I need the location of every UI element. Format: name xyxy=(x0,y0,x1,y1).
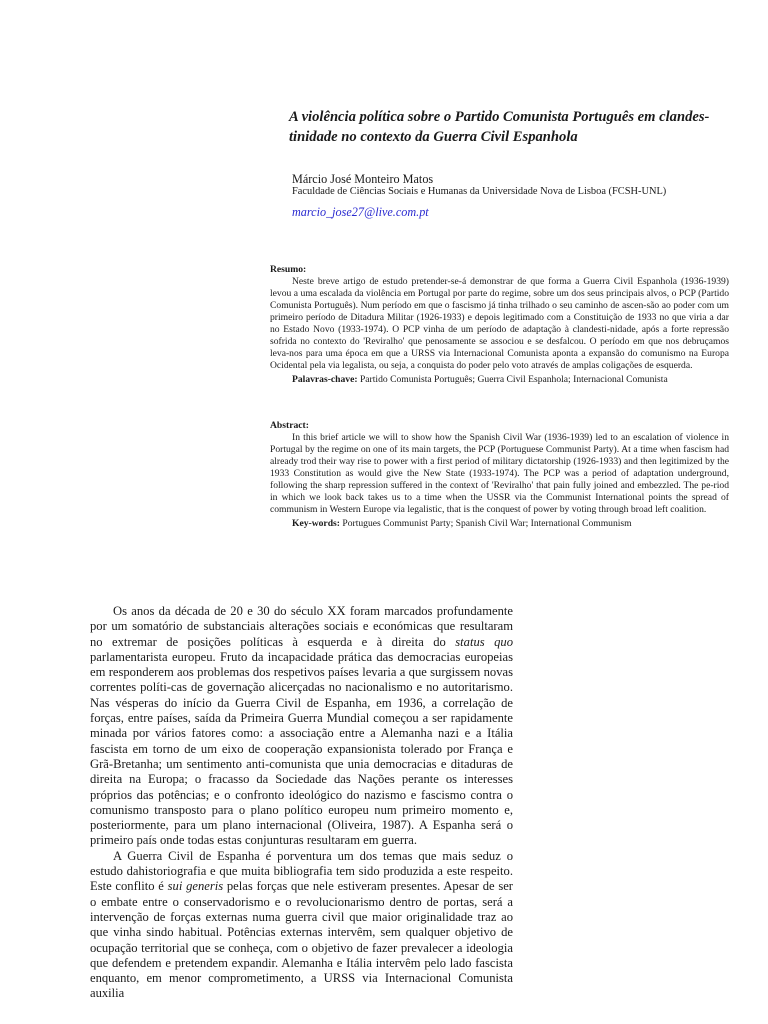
p1-text-start: Os anos da década de 20 e 30 do século XX foram marcados profundamente por um somatório de substanciais alterações sociais e económicas que resultaram no extremar de posições políticas à esquerda e à direita do xyxy=(90,604,513,649)
author-name: Márcio José Monteiro Matos xyxy=(292,172,434,186)
abstract-keywords xyxy=(270,518,729,530)
body-paragraph-1 xyxy=(90,604,513,849)
p2-text-end: pelas forças que nele estiveram presentes. Apesar de ser o embate entre o conservadorismo e o revolucionarismo dentro de portas, será a intervenção de forças externas numa guerra civil que maior originalidade traz ao que vinha sindo habitual. Potências externas intervêm, sem qualquer objetivo de ocupação territorial que se conheça, com o objetivo de fazer prevalecer a ideologia que defendem e pretendem expandir. Alemanha e Itália intervêm pelo lado fascista enquanto, em menor comprometimento, a URSS via Internacional Comunista auxilia xyxy=(90,879,514,1001)
author-email-link[interactable]: marcio_jose27@live.com.pt xyxy=(292,205,429,219)
article-title: A violência política sobre o Partido Comunista Português em clandes-tinidade no contexto da Guerra Civil Espanhola xyxy=(289,109,710,145)
resumo-body: Neste breve artigo de estudo pretender-se-á demonstrar de que forma a Guerra Civil Espanhola (1936-1939) levou a uma escalada da violência em Portugal por parte do regime, sobre um dos seus principais alvos, o PCP (Partido Comunista Português). Num período em que o fascismo já tinha trilhado o seu caminho de ascen-são ao poder com um primeiro período de Ditadura Militar (1926-1933) e depois legitimado com a Constituição de 1933 no que viria a dar no Estado Novo (1933-1974). O PCP vinha de um período de adaptação à clandesti-nidade, após a forte repressão sofrida no contexto do 'Reviralho' que penosamente se associou e se desfalcou. O período em que nos debruçamos leva-nos para uma época em que a URSS via Internacional Comunista aponta a expansão do comunismo na Europa Ocidental pela via legalista, ou seja, a conquista do poder pelo voto através de amplas coligações de esquerda. xyxy=(270,275,729,371)
resumo-heading: Resumo: xyxy=(270,264,307,275)
author-affiliation: Faculdade de Ciências Sociais e Humanas da Universidade Nova de Lisboa (FCSH-UNL) xyxy=(292,186,667,197)
p1-text-end: parlamentarista europeu. Fruto da incapacidade prática das democracias europeias em responderem aos problemas dos respetivos países levaria a que surgissem novas correntes políti-cas de governação alicerçadas no nacionalismo e no autoritarismo. Nas vésperas do início da Guerra Civil de Espanha, em 1936, a correlação de forças, entre países, saída da Primeira Guerra Mundial começou a ser rapidamente minada por vários fatores como: a associação entre a Alemanha nazi e a Itália fascista em torno de um eixo de cooperação expansionista tolerado por França e Grã-Bretanha; um sentimento anti-comunista que unia democracias e ditaduras de direita na Europa; o fracasso da Sociedade das Nações perante os interesses próprios das potências; e o confronto ideológico do nazismo e fascismo contra o comunismo transposto para o plano político europeu num primeiro momento e, posteriormente, para um plano internacional (Oliveira, 1987). A Espanha será o primeiro país onde todas estas conjunturas resultaram em guerra. xyxy=(90,649,513,848)
abstract-body: In this brief article we will to show how the Spanish Civil War (1936-1939) led to an escalation of violence in Portugal by the regime on one of its main targets, the PCP (Portuguese Communist Party). At a time when fascism had already trod their way rise to power with a first period of military dictatorship (1926-1933) and then legitimized by the 1933 Constitution as would give the New State (1933-1974). The PCP was a period of adaptation underground, following the sharp repression suffered in the context of 'Reviralho' that pain fully joined and embezzled. The pe-riod in which we look back takes us to a time when the USSR via the Communist International points the spread of communism in Western Europe via legalistic, that is the conquest of power by voting through broad left coalition. xyxy=(270,431,729,515)
resumo-keywords xyxy=(270,374,729,386)
resumo-keywords-text: Partido Comunista Português; Guerra Civil Espanhola; Internacional Comunista xyxy=(359,373,668,385)
main-text xyxy=(90,604,513,1002)
abstract-keywords-label: Key-words: xyxy=(292,517,340,529)
abstract-heading: Abstract: xyxy=(270,420,309,431)
resumo-section xyxy=(270,264,729,386)
resumo-keywords-label: Palavras-chave: xyxy=(292,373,358,385)
p1-italic-term: status quo xyxy=(455,634,513,649)
p2-text-start: A Guerra Civil de Espanha é porventura um dos temas que mais seduz o estudo dahistoriografia e que muita bibliografia tem sido produzida a este respeito. Este conflito é xyxy=(90,848,513,894)
p2-italic-term: sui generis xyxy=(167,879,224,894)
abstract-keywords-text: Portugues Communist Party; Spanish Civil War; International Communism xyxy=(342,517,632,529)
abstract-section xyxy=(270,420,729,530)
body-paragraph-2 xyxy=(90,849,513,1002)
